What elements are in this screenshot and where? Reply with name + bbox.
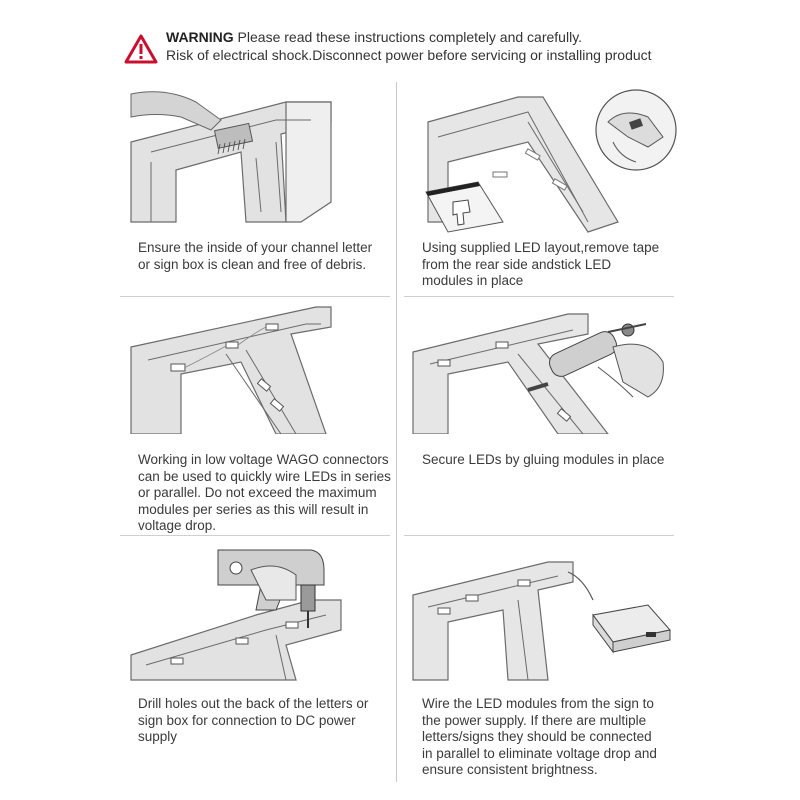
step-4-caption: Secure LEDs by gluing modules in place <box>422 452 665 467</box>
step-6-illustration <box>408 540 678 700</box>
power-supply-icon <box>593 605 670 652</box>
row-divider <box>120 535 390 536</box>
warning-text <box>166 28 786 64</box>
column-divider <box>396 82 397 782</box>
step-2-illustration <box>408 82 678 242</box>
step-5-illustration <box>126 540 396 700</box>
step-6-caption: Wire the LED modules from the sign to the power supply. If there are multiple letters/signs they should be connected in parallel to eliminate voltage drop and ensure consistent brightness. <box>422 696 657 777</box>
warning-triangle-icon <box>124 33 158 65</box>
step-1-caption: Ensure the inside of your channel letter or sign box is clean and free of debris. <box>138 240 373 272</box>
step-1-illustration <box>126 82 396 242</box>
step-5-caption: Drill holes out the back of the letters or sign box for connection to DC power supply <box>138 696 369 744</box>
step-2-caption: Using supplied LED layout,remove tape from the rear side andstick LED modules in place <box>422 240 660 288</box>
row-divider <box>120 296 390 297</box>
step-4-illustration <box>408 302 678 462</box>
led-layout-sheet-icon <box>426 182 503 232</box>
warning-line2: Risk of electrical shock.Disconnect power before servicing or installing product <box>166 47 652 63</box>
warning-label: WARNING <box>166 29 234 45</box>
step-3-caption: Working in low voltage WAGO connectors can be used to quickly wire LEDs in series or parallel. Do not exceed the maximum modules per series as this will result in voltage drop. <box>138 452 391 533</box>
row-divider <box>404 296 674 297</box>
warning-line1: Please read these instructions completely and carefully. <box>233 29 583 45</box>
step-3-illustration <box>126 302 396 462</box>
row-divider <box>404 535 674 536</box>
hand-peeling-tape-icon <box>596 90 676 170</box>
